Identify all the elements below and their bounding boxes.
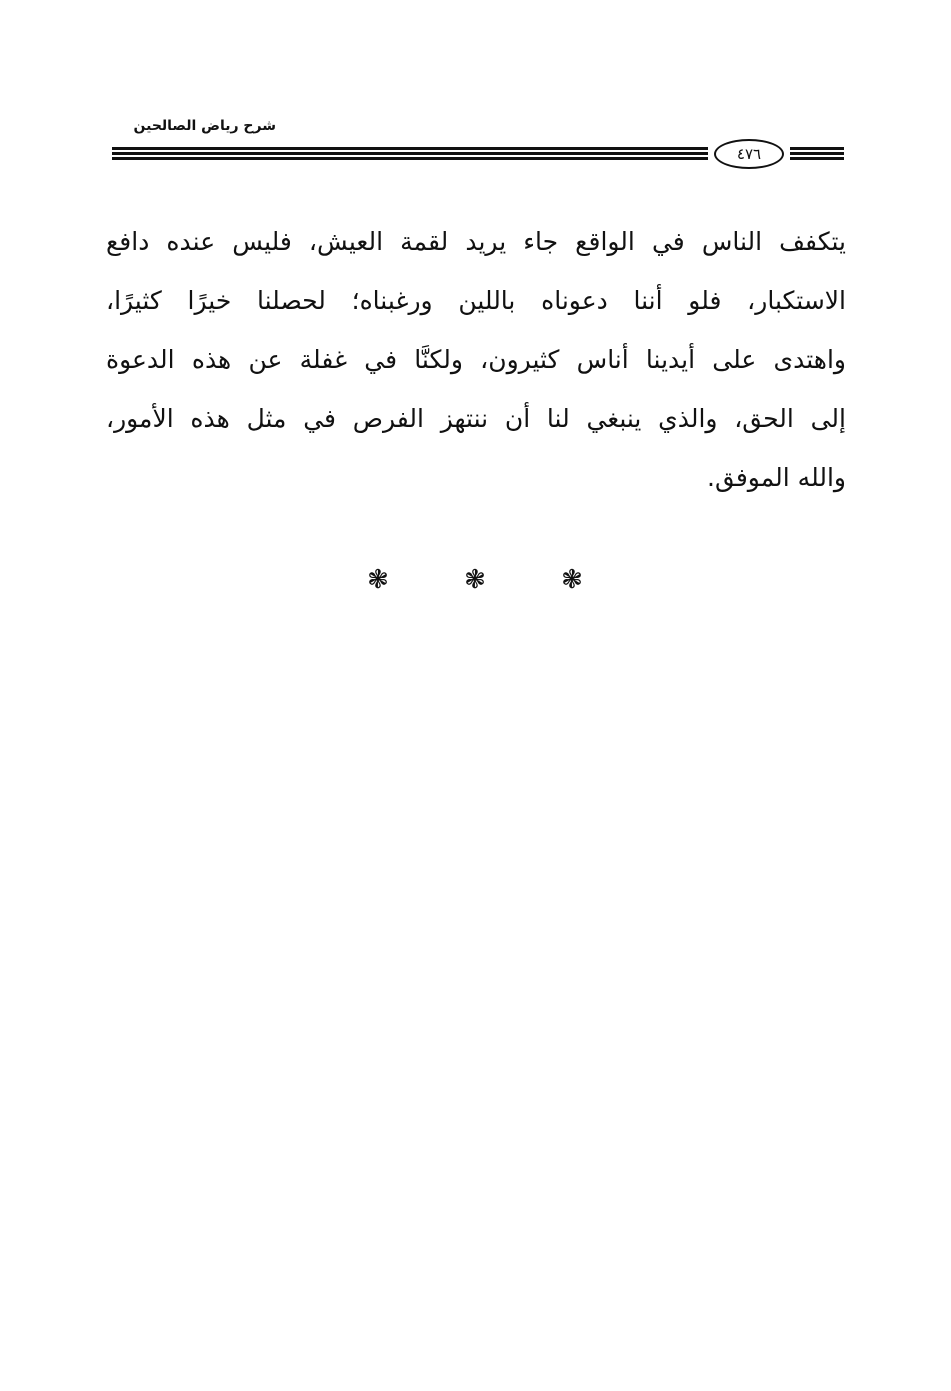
separator-star-icon: ❃: [367, 565, 389, 595]
text-line-5: والله الموفق.: [707, 463, 846, 492]
text-line-4: إلى الحق، والذي ينبغي لنا أن ننتهز الفرص في مثل هذه الأمور،: [106, 404, 846, 433]
header-rule-left: [112, 147, 708, 161]
running-title: شرح رياض الصالحين: [133, 118, 276, 134]
text-line-3: واهتدى على أيدينا أناس كثيرون، ولكنَّا في غفلة عن هذه الدعوة: [106, 345, 846, 374]
separator-star-icon: ❃: [464, 565, 486, 595]
text-line-2: الاستكبار، فلو أننا دعوناه باللين ورغبناه؛ لحصلنا خيرًا كثيرًا،: [106, 286, 846, 315]
body-paragraph: [106, 212, 846, 507]
page-number: ٤٧٦: [714, 139, 784, 169]
header-rule-right: [790, 147, 844, 161]
text-line-1: يتكفف الناس في الواقع جاء يريد لقمة العيش، فليس عنده دافع: [106, 227, 846, 256]
section-separator: [360, 562, 590, 598]
separator-star-icon: ❃: [561, 565, 583, 595]
